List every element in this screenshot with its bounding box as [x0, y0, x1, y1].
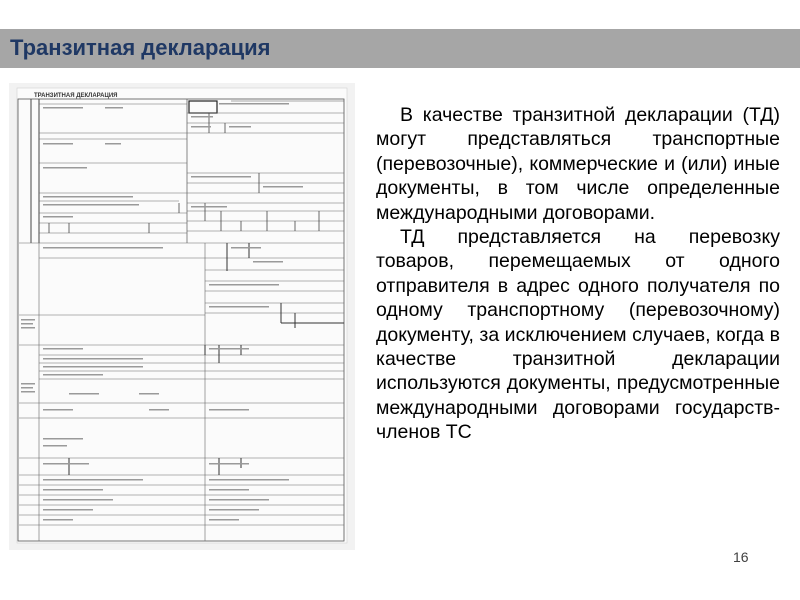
form-drawing [9, 83, 355, 550]
body-paragraph-2: ТД представляется на перевозку товаров, перемещаемых от одного отправителя в адрес одного получателя по одному транспортному (перевозочному) документу, за исключением случаев, когда в качестве транзитной декларации используются документы, предусмотренные международными договорами государств-членов ТС [376, 226, 780, 444]
body-paragraph-1: В качестве транзитной декларации (ТД) могут представляться транспортные (перевозочные), коммерческие и (или) иные документы, в том числе определенные международными договорами. [376, 104, 780, 224]
slide-title: Транзитная декларация [10, 35, 271, 60]
transit-declaration-form-image [9, 83, 355, 550]
form-header: ТРАНЗИТНАЯ ДЕКЛАРАЦИЯ [34, 93, 118, 99]
body-text [376, 103, 780, 445]
title-bar [0, 29, 800, 68]
page-number: 16 [733, 549, 749, 565]
